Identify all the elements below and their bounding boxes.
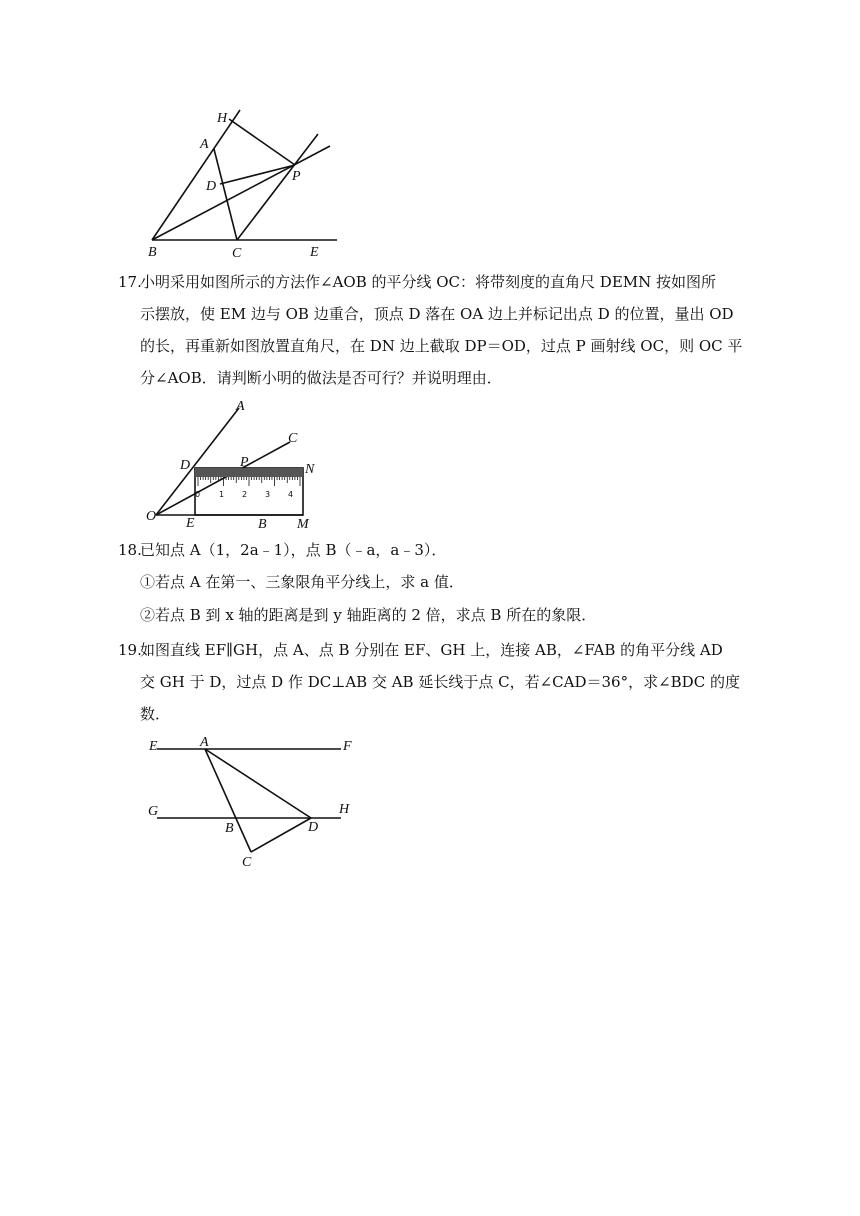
label-m: M: [297, 517, 309, 532]
label-b: B: [258, 517, 267, 532]
q18-number: 18.: [118, 541, 142, 559]
line-cp-ray: [237, 134, 318, 240]
q17-text-2: 示摆放，使 EM 边与 OB 边重合，顶点 D 落在 OA 边上并标记出点 D 的位置，量出 OD: [140, 305, 734, 323]
q17-text-1: 小明采用如图所示的方法作∠AOB 的平分线 OC：将带刻度的直角尺 DEMN 按如图所: [140, 273, 717, 291]
label-a: A: [200, 137, 209, 152]
figure-q16: [140, 100, 350, 265]
figure-q19: [145, 732, 360, 872]
label-h: H: [217, 111, 228, 126]
figure-q19-svg: [145, 732, 360, 872]
label-e: E: [310, 245, 319, 260]
q19-text-1: 如图直线 EF∥GH，点 A、点 B 分别在 EF、GH 上，连接 AB，∠FAB 的角平分线 AD: [140, 641, 723, 659]
q17-text-3: 的长，再重新如图放置直角尺，在 DN 边上截取 DP＝OD，过点 P 画射线 OC，则 OC 平: [140, 337, 743, 355]
line-dp: [220, 165, 295, 184]
q18-part-2: ②若点 B 到 x 轴的距离是到 y 轴距离的 2 倍，求点 B 所在的象限．: [140, 606, 597, 624]
line-dc: [251, 818, 311, 852]
q19-number: 19.: [118, 641, 142, 659]
label-f: F: [343, 739, 352, 754]
label-e: E: [149, 739, 158, 754]
ruler-numbers: [195, 490, 293, 499]
label-a: A: [236, 399, 245, 414]
q19-text-2: 交 GH 于 D，过点 D 作 DC⊥AB 交 AB 延长线于点 C，若∠CAD＝36°，求∠BDC 的度: [140, 673, 740, 691]
figure-q17: [142, 396, 332, 531]
label-d: D: [206, 179, 217, 194]
ruler-number-1: 1: [219, 490, 225, 499]
line-hp: [229, 119, 295, 165]
ruler-number-3: 3: [265, 490, 271, 499]
label-p: P: [292, 169, 301, 184]
q19-text-3: 数．: [140, 705, 171, 723]
label-n: N: [305, 462, 315, 477]
q17-text-4: 分∠AOB．请判断小明的做法是否可行？并说明理由．: [140, 369, 502, 387]
label-a: A: [200, 735, 209, 750]
line-bp-ray: [152, 146, 330, 240]
label-c: C: [242, 855, 252, 870]
label-d: D: [180, 458, 191, 473]
ruler-number-2: 2: [242, 490, 248, 499]
q18-part-1: ①若点 A 在第一、三象限角平分线上，求 a 值．: [140, 573, 464, 591]
label-o: O: [146, 509, 157, 524]
ruler-scale-band: [195, 468, 303, 477]
line-bh: [152, 110, 240, 240]
figure-q17-svg: [142, 396, 332, 531]
ray-oc: [156, 442, 290, 515]
label-b: B: [148, 245, 157, 260]
line-ac: [214, 149, 237, 240]
label-h: H: [339, 802, 350, 817]
ruler-number-4: 4: [288, 490, 294, 499]
label-c: C: [288, 431, 298, 446]
label-c: C: [232, 246, 242, 261]
ruler-number-0: 0: [195, 490, 201, 499]
label-e: E: [186, 516, 195, 531]
label-d: D: [308, 820, 319, 835]
label-b: B: [225, 821, 234, 836]
label-g: G: [148, 804, 159, 819]
figure-q16-svg: [140, 100, 350, 265]
q18-text-1: 已知点 A（1，2a﹣1），点 B（﹣a，a﹣3）．: [140, 541, 447, 559]
q17-number: 17.: [118, 273, 142, 291]
label-p: P: [240, 455, 249, 470]
